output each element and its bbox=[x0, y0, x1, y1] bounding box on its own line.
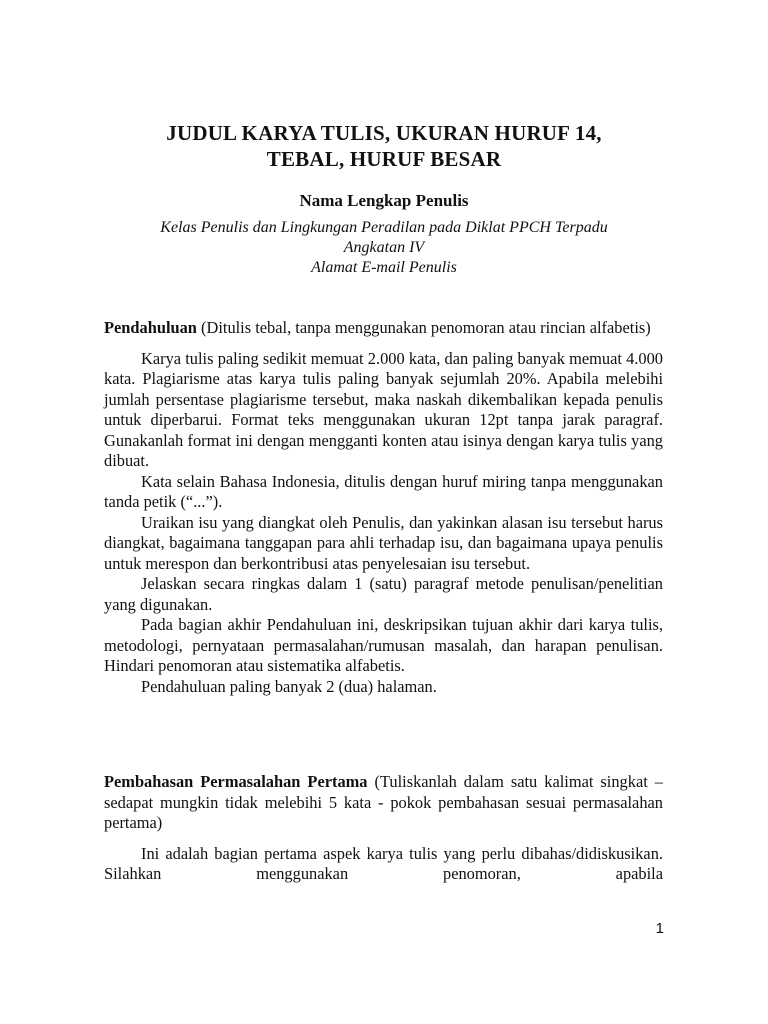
section-heading-title: Pembahasan Permasalahan Pertama bbox=[104, 772, 368, 791]
section-heading-title: Pendahuluan bbox=[104, 318, 197, 337]
body-paragraph: Pendahuluan paling banyak 2 (dua) halaman. bbox=[141, 676, 437, 696]
affiliation-line-1: Kelas Penulis dan Lingkungan Peradilan pada Diklat PPCH Terpadu bbox=[160, 219, 608, 236]
body-paragraph: Karya tulis paling sedikit memuat 2.000 kata, dan paling banyak memuat 4.000 kata. Plagiarisme atas karya tulis paling banyak sejumlah 20%. Apabila melebihi jumlah persentase plagiarisme tersebut, maka naskah dikembalikan kepada penulis untuk diperbarui. Format teks menggunakan ukuran 12pt tanpa jarak paragraf. Gunakanlah format ini dengan mengganti konten atau isinya dengan karya tulis yang dibuat. bbox=[104, 348, 663, 470]
section-heading bbox=[104, 772, 663, 834]
body-paragraph: Uraikan isu yang diangkat oleh Penulis, dan yakinkan alasan isu tersebut harus diangkat, bagaimana tanggapan para ahli terhadap isu, dan bagaimana upaya penulis untuk merespon dan berkontribusi atas penyelesaian isu tersebut. bbox=[104, 512, 663, 573]
body-paragraph: Pada bagian akhir Pendahuluan ini, deskripsikan tujuan akhir dari karya tulis, metodologi, pernyataan permasalahan/rumusan masalah, dan harapan penulisan. Hindari penomoran atau sistematika alfabetis. bbox=[104, 615, 663, 675]
affiliation-line-2: Angkatan IV bbox=[343, 239, 425, 256]
body-paragraph: Kata selain Bahasa Indonesia, ditulis dengan huruf miring tanpa menggunakan tanda petik (“...”). bbox=[104, 471, 663, 511]
author-name: Nama Lengkap Penulis bbox=[299, 191, 469, 210]
body-paragraph: Ini adalah bagian pertama aspek karya tulis yang perlu dibahas/didiskusikan. Silahkan menggunakan penomoran, apabila bbox=[104, 843, 663, 883]
document-title-line-2: TEBAL, HURUF BESAR bbox=[266, 147, 502, 171]
affiliation-line-3: Alamat E-mail Penulis bbox=[311, 259, 457, 276]
section-heading-note: (Ditulis tebal, tanpa menggunakan penomoran atau rincian alfabetis) bbox=[196, 318, 651, 337]
section-pendahuluan bbox=[104, 318, 663, 697]
page-number: 1 bbox=[655, 920, 664, 937]
document-title-line-1: JUDUL KARYA TULIS, UKURAN HURUF 14, bbox=[166, 121, 602, 145]
body-paragraph: Jelaskan secara ringkas dalam 1 (satu) paragraf metode penulisan/penelitian yang digunakan. bbox=[104, 574, 663, 614]
section-pembahasan-pertama bbox=[104, 772, 663, 885]
section-heading-note: (Tuliskanlah dalam satu kalimat singkat – sedapat mungkin tidak melebihi 5 kata - pokok pembahasan sesuai permasalahan pertama) bbox=[104, 772, 663, 832]
section-heading bbox=[104, 318, 663, 339]
